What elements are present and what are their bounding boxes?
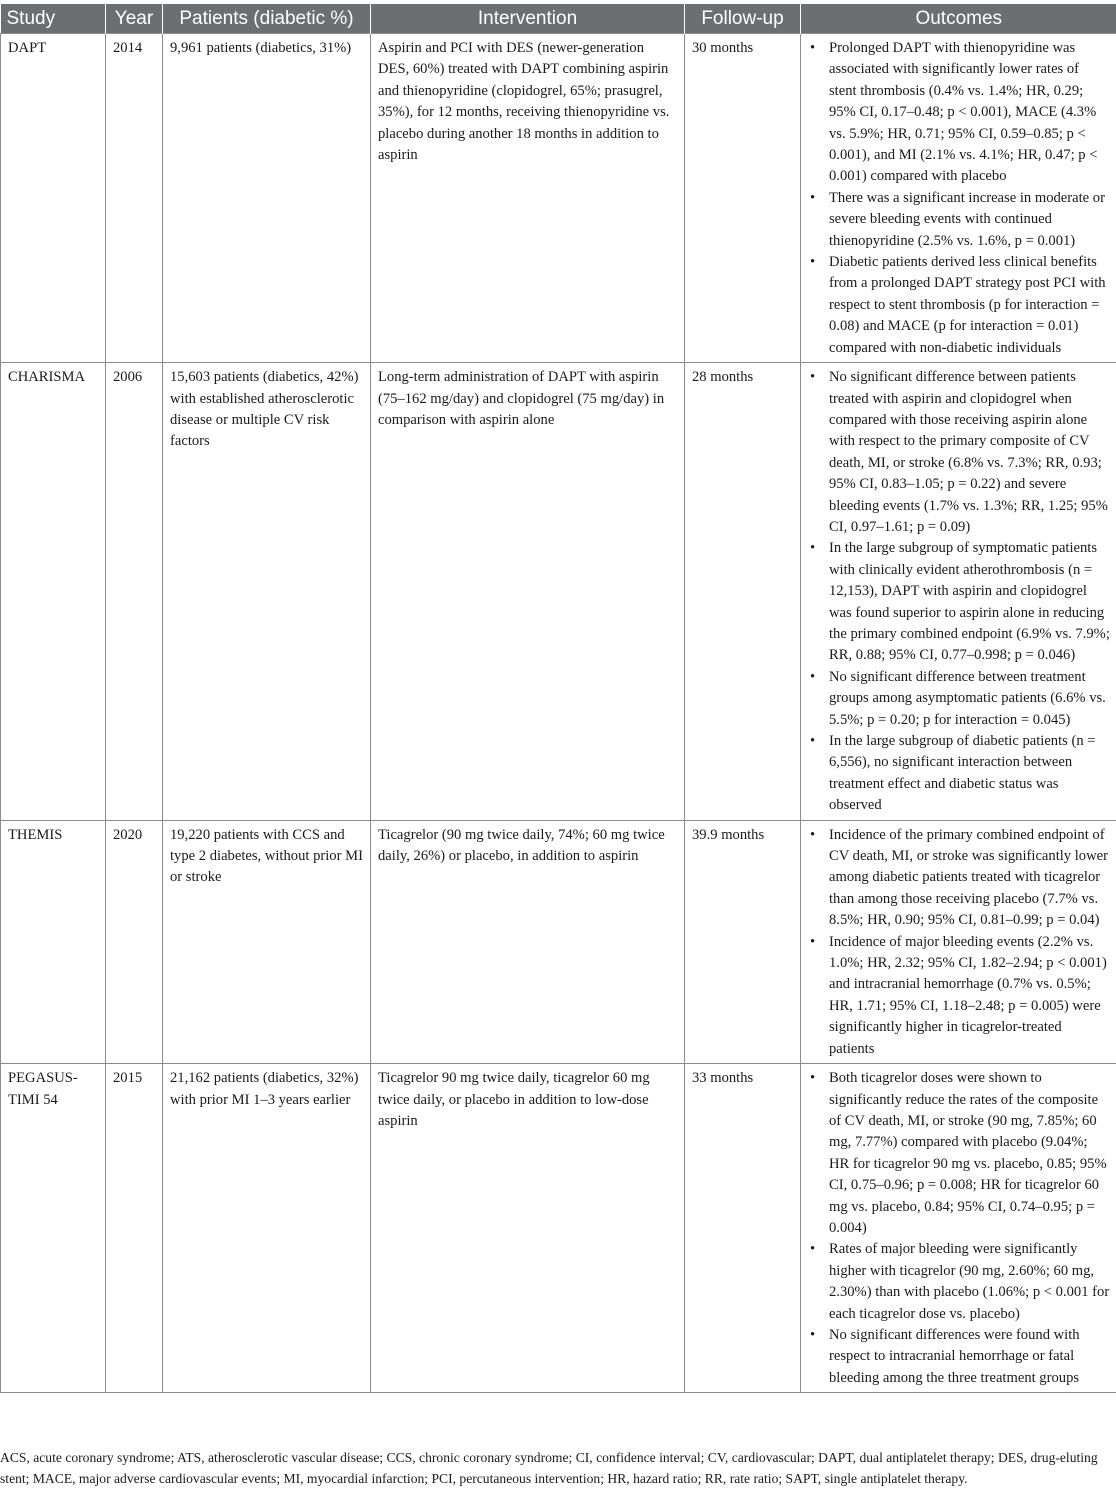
table-header: [1, 4, 1116, 34]
cell-followup: 30 months: [685, 34, 801, 363]
outcomes-list: [805, 367, 1110, 817]
table-footnote: ACS, acute coronary syndrome; ATS, atherosclerotic vascular disease; CCS, chronic coronary syndrome; CI, confidence interval; CV, cardiovascular; DAPT, dual antiplatelet therapy; DES, drug-eluting stent; MACE, major adverse cardiovascular events; MI, myocardial infarction; PCI, percutaneous intervention; HR, hazard ratio; RR, rate ratio; SAPT, single antiplatelet therapy.: [0, 1450, 1098, 1486]
cell-followup: 39.9 months: [685, 820, 801, 1063]
header-study: Study: [1, 4, 106, 34]
cell-patients: 19,220 patients with CCS and type 2 diabetes, without prior MI or stroke: [163, 820, 371, 1063]
cell-followup: 28 months: [685, 363, 801, 821]
cell-outcomes: [801, 1064, 1116, 1393]
outcome-item: • In the large subgroup of diabetic patients (n = 6,556), no significant interaction between treatment effect and diabetic status was observed: [805, 731, 1110, 817]
outcome-item: • No significant difference between treatment groups among asymptomatic patients (6.6% vs. 5.5%; p = 0.20; p for interaction = 0.045): [805, 667, 1110, 731]
table-row: [1, 34, 1116, 363]
outcome-item: • No significant differences were found with respect to intracranial hemorrhage or fatal bleeding among the three treatment groups: [805, 1325, 1110, 1389]
cell-year: 2020: [106, 820, 163, 1063]
table-row: [1, 363, 1116, 821]
outcomes-list: [805, 38, 1110, 359]
cell-study: THEMIS: [1, 820, 106, 1063]
cell-year: 2015: [106, 1064, 163, 1393]
header-outcomes: Outcomes: [801, 4, 1116, 34]
cell-patients: 15,603 patients (diabetics, 42%) with established atherosclerotic disease or multiple CV risk factors: [163, 363, 371, 821]
outcome-item: • Diabetic patients derived less clinical benefits from a prolonged DAPT strategy post PCI with respect to stent thrombosis (p for interaction = 0.08) and MACE (p for interaction = 0.01) compared with non-diabetic individuals: [805, 252, 1110, 359]
outcome-item: • In the large subgroup of symptomatic patients with clinically evident atherothrombosis (n = 12,153), DAPT with aspirin and clopidogrel was found superior to aspirin alone in reducing the primary combined endpoint (6.9% vs. 7.9%; RR, 0.88; 95% CI, 0.77–0.998; p = 0.046): [805, 538, 1110, 666]
cell-year: 2006: [106, 363, 163, 821]
cell-intervention: Long-term administration of DAPT with aspirin (75–162 mg/day) and clopidogrel (75 mg/day) in comparison with aspirin alone: [371, 363, 685, 821]
table-row: [1, 820, 1116, 1063]
outcome-item: • There was a significant increase in moderate or severe bleeding events with continued thienopyridine (2.5% vs. 1.6%, p = 0.001): [805, 188, 1110, 252]
header-patients: Patients (diabetic %): [163, 4, 371, 34]
header-intervention: Intervention: [371, 4, 685, 34]
table-row: [1, 1064, 1116, 1393]
outcome-item: • Incidence of major bleeding events (2.2% vs. 1.0%; HR, 2.32; 95% CI, 1.82–2.94; p < 0.001) and intracranial hemorrhage (0.7% vs. 0.5%; HR, 1.71; 95% CI, 1.18–2.48; p = 0.005) were significantly higher in ticagrelor-treated patients: [805, 932, 1110, 1060]
outcomes-list: [805, 825, 1110, 1060]
cell-intervention: Ticagrelor (90 mg twice daily, 74%; 60 mg twice daily, 26%) or placebo, in addition to aspirin: [371, 820, 685, 1063]
header-year: Year: [106, 4, 163, 34]
cell-outcomes: [801, 363, 1116, 821]
cell-outcomes: [801, 820, 1116, 1063]
cell-intervention: Ticagrelor 90 mg twice daily, ticagrelor 60 mg twice daily, or placebo in addition to low-dose aspirin: [371, 1064, 685, 1393]
outcome-item: • Rates of major bleeding were significantly higher with ticagrelor (90 mg, 2.60%; 60 mg, 2.30%) than with placebo (1.06%; p < 0.001 for each ticagrelor dose vs. placebo): [805, 1239, 1110, 1325]
trials-table: [0, 4, 1116, 1393]
cell-year: 2014: [106, 34, 163, 363]
outcomes-list: [805, 1068, 1110, 1389]
cell-patients: 9,961 patients (diabetics, 31%): [163, 34, 371, 363]
header-row: [1, 4, 1116, 34]
cell-patients: 21,162 patients (diabetics, 32%) with prior MI 1–3 years earlier: [163, 1064, 371, 1393]
outcome-item: • Incidence of the primary combined endpoint of CV death, MI, or stroke was significantly lower among diabetic patients treated with ticagrelor than among those receiving placebo (7.7% vs. 8.5%; HR, 0.90; 95% CI, 0.81–0.99; p = 0.04): [805, 825, 1110, 932]
outcome-item: • No significant difference between patients treated with aspirin and clopidogrel when compared with those receiving aspirin alone with respect to the primary composite of CV death, MI, or stroke (6.8% vs. 7.3%; RR, 0.93; 95% CI, 0.83–1.05; p = 0.22) and severe bleeding events (1.7% vs. 1.3%; RR, 1.25; 95% CI, 0.97–1.61; p = 0.09): [805, 367, 1110, 538]
outcome-item: • Prolonged DAPT with thienopyridine was associated with significantly lower rates of stent thrombosis (0.4% vs. 1.4%; HR, 0.29; 95% CI, 0.17–0.48; p < 0.001), MACE (4.3% vs. 5.9%; HR, 0.71; 95% CI, 0.59–0.85; p < 0.001), and MI (2.1% vs. 4.1%; HR, 0.47; p < 0.001) compared with placebo: [805, 38, 1110, 188]
cell-intervention: Aspirin and PCI with DES (newer-generation DES, 60%) treated with DAPT combining aspirin and thienopyridine (clopidogrel, 65%; prasugrel, 35%), for 12 months, receiving thienopyridine vs. placebo during another 18 months in addition to aspirin: [371, 34, 685, 363]
cell-followup: 33 months: [685, 1064, 801, 1393]
table-body: [1, 34, 1116, 1393]
cell-study: CHARISMA: [1, 363, 106, 821]
header-followup: Follow-up: [685, 4, 801, 34]
cell-study: DAPT: [1, 34, 106, 363]
outcome-item: • Both ticagrelor doses were shown to significantly reduce the rates of the composite of CV death, MI, or stroke (90 mg, 7.85%; 60 mg, 7.77%) compared with placebo (9.04%; HR for ticagrelor 90 mg vs. placebo, 0.85; 95% CI, 0.75–0.96; p = 0.008; HR for ticagrelor 60 mg vs. placebo, 0.84; 95% CI, 0.74–0.95; p = 0.004): [805, 1068, 1110, 1239]
cell-outcomes: [801, 34, 1116, 363]
cell-study: PEGASUS-TIMI 54: [1, 1064, 106, 1393]
